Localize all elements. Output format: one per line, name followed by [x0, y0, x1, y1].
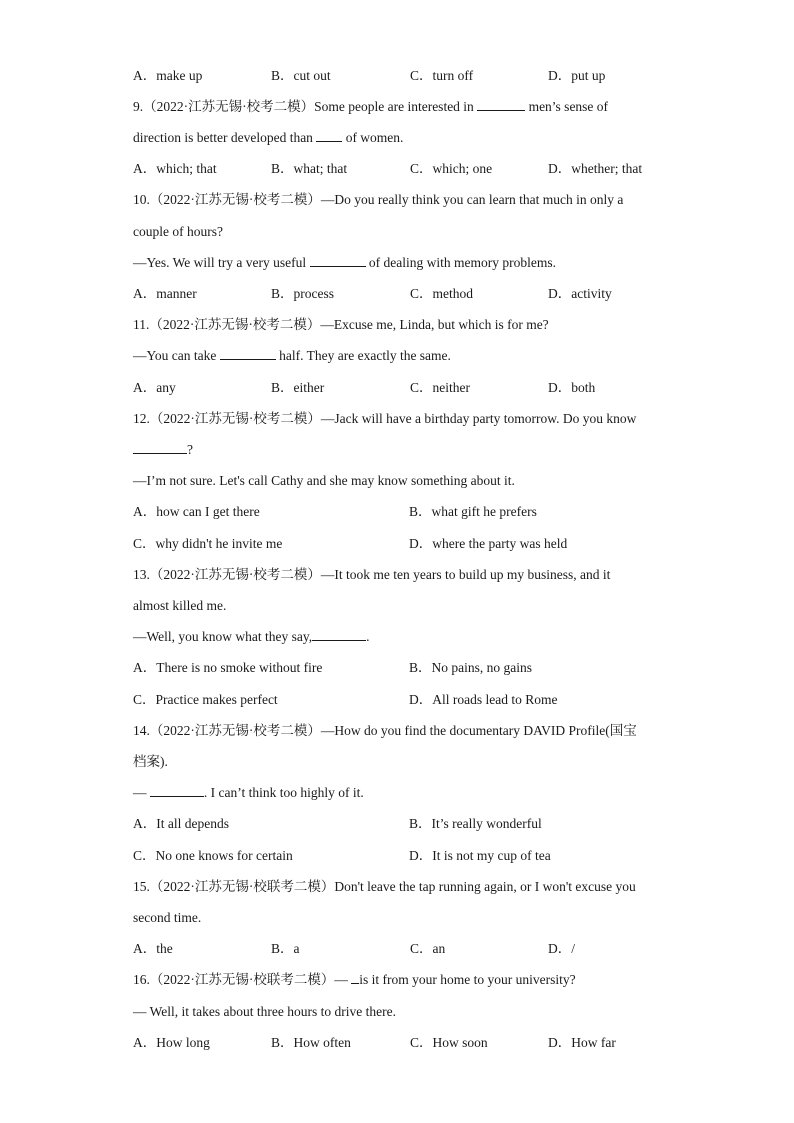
- answer-blank: [220, 347, 276, 360]
- q15-stem-line2: second time.: [133, 910, 202, 925]
- q11-options: [133, 379, 663, 397]
- q16-option-d[interactable]: D．How far: [548, 1035, 616, 1050]
- q14-options-row1: [133, 815, 663, 833]
- q13-option-c[interactable]: C．Practice makes perfect: [133, 692, 278, 707]
- q14-option-d[interactable]: D．It is not my cup of tea: [409, 848, 551, 863]
- q13-options-row1: [133, 659, 663, 677]
- q15-option-b[interactable]: B．a: [271, 941, 300, 956]
- q15-option-c[interactable]: C．an: [410, 941, 446, 956]
- q8-option-a[interactable]: A．make up: [133, 68, 203, 83]
- q8-option-c[interactable]: C．turn off: [410, 68, 474, 83]
- q13-option-d[interactable]: D．All roads lead to Rome: [409, 692, 558, 707]
- q16-stem-line1: 16.（2022·江苏无锡·校联考二模）— is it from your home to your university?: [133, 972, 576, 987]
- q10-options: [133, 285, 663, 303]
- q13-options-row2: [133, 691, 663, 709]
- q14-stem-line2: 档案).: [133, 754, 168, 769]
- answer-blank: [133, 441, 187, 454]
- q16-options: [133, 1034, 663, 1052]
- q13-stem-line2: almost killed me.: [133, 598, 227, 613]
- q9-stem-line1: 9.（2022·江苏无锡·校考二模）Some people are interested in men’s sense of: [133, 99, 609, 114]
- q12-option-d[interactable]: D．where the party was held: [409, 536, 568, 551]
- q9-options: [133, 160, 663, 178]
- q12-stem-line1: 12.（2022·江苏无锡·校考二模）—Jack will have a birthday party tomorrow. Do you know: [133, 411, 637, 426]
- q13-stem-line1: 13.（2022·江苏无锡·校考二模）—It took me ten years to build up my business, and it: [133, 567, 611, 582]
- q12-option-a[interactable]: A．how can I get there: [133, 504, 260, 519]
- q10-option-c[interactable]: C．method: [410, 286, 473, 301]
- q15-option-a[interactable]: A．the: [133, 941, 173, 956]
- q16-option-b[interactable]: B．How often: [271, 1035, 351, 1050]
- q12-options-row1: [133, 503, 663, 521]
- q15-stem-line1: 15.（2022·江苏无锡·校联考二模）Don't leave the tap running again, or I won't excuse you: [133, 879, 636, 894]
- q14-stem-line1: 14.（2022·江苏无锡·校考二模）—How do you find the documentary DAVID Profile(国宝: [133, 723, 637, 738]
- q9-option-d[interactable]: D．whether; that: [548, 161, 643, 176]
- q14-option-a[interactable]: A．It all depends: [133, 816, 229, 831]
- q11-option-a[interactable]: A．any: [133, 380, 176, 395]
- q10-stem-line1: 10.（2022·江苏无锡·校考二模）—Do you really think you can learn that much in only a: [133, 192, 624, 207]
- q16-option-a[interactable]: A．How long: [133, 1035, 210, 1050]
- q14-option-c[interactable]: C．No one knows for certain: [133, 848, 293, 863]
- q12-option-b[interactable]: B．what gift he prefers: [409, 504, 537, 519]
- q9-option-a[interactable]: A．which; that: [133, 161, 217, 176]
- q13-option-a[interactable]: A．There is no smoke without fire: [133, 660, 323, 675]
- answer-blank: [150, 784, 204, 797]
- answer-blank: [310, 254, 366, 267]
- q11-option-b[interactable]: B．either: [271, 380, 325, 395]
- q12-options-row2: [133, 535, 663, 553]
- q9-option-c[interactable]: C．which; one: [410, 161, 493, 176]
- q8-option-b[interactable]: B．cut out: [271, 68, 331, 83]
- q15-option-d[interactable]: D．/: [548, 941, 575, 956]
- q10-option-a[interactable]: A．manner: [133, 286, 197, 301]
- q14-options-row2: [133, 847, 663, 865]
- q15-options: [133, 940, 663, 958]
- q8-option-d[interactable]: D．put up: [548, 68, 606, 83]
- q13-option-b[interactable]: B．No pains, no gains: [409, 660, 532, 675]
- q12-stem-line2: ?: [133, 441, 663, 459]
- q11-option-d[interactable]: D．both: [548, 380, 596, 395]
- answer-blank: [312, 628, 366, 641]
- q11-reply: —You can take half. They are exactly the same.: [133, 348, 451, 363]
- q8-options: [133, 67, 663, 85]
- q10-option-b[interactable]: B．process: [271, 286, 334, 301]
- q9-stem-line2: direction is better developed than of women.: [133, 130, 404, 145]
- q10-option-d[interactable]: D．activity: [548, 286, 612, 301]
- answer-blank: [316, 129, 342, 142]
- q12-option-c[interactable]: C．why didn't he invite me: [133, 536, 283, 551]
- q10-stem-line2: couple of hours?: [133, 224, 223, 239]
- q16-reply: — Well, it takes about three hours to drive there.: [133, 1004, 396, 1019]
- q9-option-b[interactable]: B．what; that: [271, 161, 348, 176]
- q13-reply: —Well, you know what they say, .: [133, 629, 370, 644]
- q10-reply: —Yes. We will try a very useful of dealing with memory problems.: [133, 255, 556, 270]
- q12-reply: —I’m not sure. Let's call Cathy and she may know something about it.: [133, 473, 515, 488]
- q14-reply: — . I can’t think too highly of it.: [133, 785, 364, 800]
- q16-option-c[interactable]: C．How soon: [410, 1035, 488, 1050]
- q14-option-b[interactable]: B．It’s really wonderful: [409, 816, 542, 831]
- answer-blank: [477, 98, 525, 111]
- q11-option-c[interactable]: C．neither: [410, 380, 470, 395]
- q11-stem-line1: 11.（2022·江苏无锡·校考二模）—Excuse me, Linda, but which is for me?: [133, 317, 549, 332]
